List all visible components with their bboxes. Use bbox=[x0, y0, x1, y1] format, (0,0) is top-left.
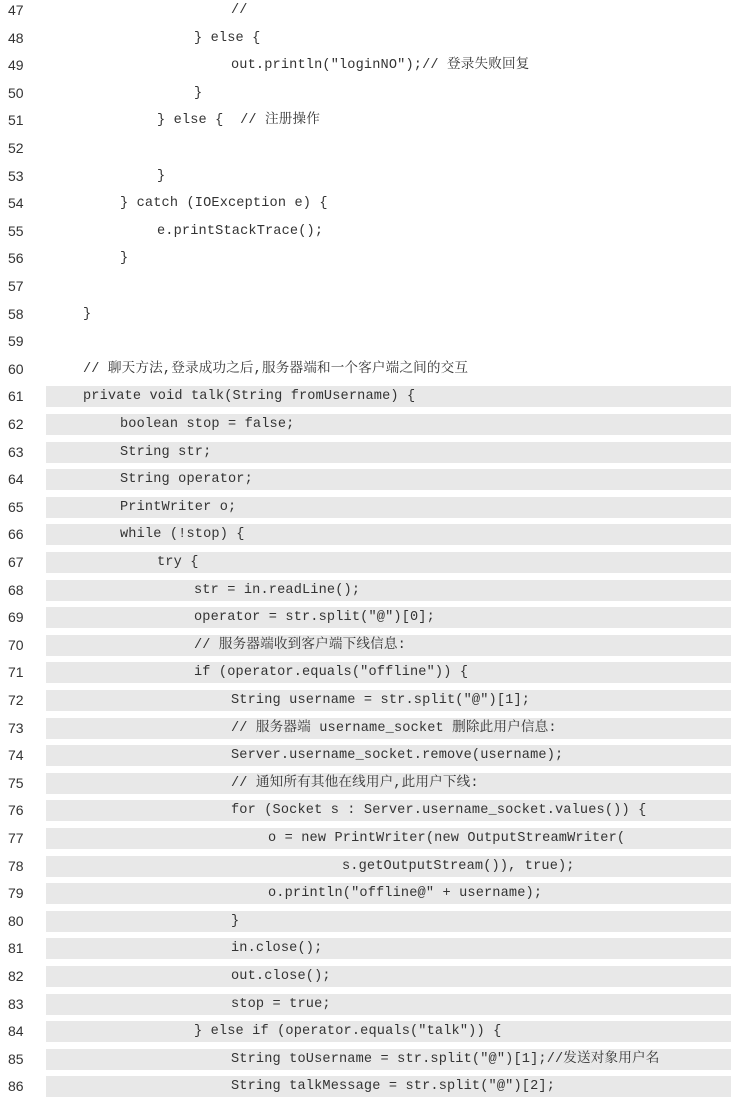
code-text: String toUsername = str.split("@")[1];//发送对象用户名 bbox=[231, 1051, 660, 1067]
line-number: 56 bbox=[8, 250, 24, 267]
line-number: 77 bbox=[8, 830, 24, 846]
code-line bbox=[0, 549, 731, 577]
code-text: str = in.readLine(); bbox=[194, 582, 361, 598]
line-highlight bbox=[46, 580, 731, 601]
code-line bbox=[0, 273, 731, 301]
line-number: 84 bbox=[8, 1023, 24, 1040]
line-number: 53 bbox=[8, 167, 24, 184]
code-text: out.println("loginNO");// 登录失败回复 bbox=[231, 58, 530, 74]
code-line bbox=[0, 0, 731, 25]
code-line bbox=[0, 163, 731, 191]
code-line bbox=[0, 880, 731, 908]
code-line bbox=[0, 935, 731, 963]
code-line bbox=[0, 1018, 731, 1046]
line-number: 69 bbox=[8, 609, 24, 626]
code-line bbox=[0, 245, 731, 273]
line-number: 54 bbox=[8, 195, 24, 212]
code-line bbox=[0, 687, 731, 715]
code-text: PrintWriter o; bbox=[120, 499, 237, 515]
line-number: 58 bbox=[8, 305, 24, 322]
code-text: } catch (IOException e) { bbox=[120, 196, 328, 212]
code-line bbox=[0, 715, 731, 743]
line-number: 81 bbox=[8, 940, 24, 957]
code-text: String str; bbox=[120, 444, 212, 460]
code-line bbox=[0, 52, 731, 80]
code-text: while (!stop) { bbox=[120, 527, 245, 543]
line-highlight bbox=[46, 966, 731, 987]
line-number: 52 bbox=[8, 140, 24, 156]
line-number: 68 bbox=[8, 581, 24, 598]
code-line bbox=[0, 25, 731, 53]
code-text: s.getOutputStream()), true); bbox=[342, 858, 575, 874]
code-line bbox=[0, 797, 731, 825]
code-text: // 聊天方法,登录成功之后,服务器端和一个客户端之间的交互 bbox=[83, 361, 469, 377]
code-line bbox=[0, 135, 731, 163]
code-text: stop = true; bbox=[231, 996, 331, 1012]
code-text: String talkMessage = str.split("@")[2]; bbox=[231, 1079, 555, 1095]
line-number: 75 bbox=[8, 774, 24, 791]
line-number: 59 bbox=[8, 333, 24, 350]
line-number: 65 bbox=[8, 498, 24, 515]
line-number: 78 bbox=[8, 857, 24, 874]
code-line bbox=[0, 770, 731, 798]
line-number: 57 bbox=[8, 278, 24, 294]
line-number: 80 bbox=[8, 912, 24, 929]
line-highlight bbox=[46, 911, 731, 932]
code-text: operator = str.split("@")[0]; bbox=[194, 610, 435, 626]
line-number: 79 bbox=[8, 885, 24, 902]
line-number: 66 bbox=[8, 526, 24, 543]
line-number: 86 bbox=[8, 1078, 24, 1095]
code-line bbox=[0, 107, 731, 135]
line-number: 85 bbox=[8, 1050, 24, 1067]
code-text: private void talk(String fromUsername) { bbox=[83, 389, 416, 405]
code-line bbox=[0, 383, 731, 411]
line-number: 55 bbox=[8, 222, 24, 239]
line-number: 64 bbox=[8, 471, 24, 488]
code-line bbox=[0, 742, 731, 770]
code-text: } else if (operator.equals("talk")) { bbox=[194, 1024, 502, 1040]
code-line bbox=[0, 632, 731, 660]
code-text: } else { bbox=[194, 30, 261, 46]
line-number: 71 bbox=[8, 664, 24, 681]
line-highlight bbox=[46, 938, 731, 959]
code-line bbox=[0, 521, 731, 549]
code-text: // 通知所有其他在线用户,此用户下线: bbox=[231, 775, 479, 791]
line-number: 60 bbox=[8, 360, 24, 377]
line-number: 72 bbox=[8, 692, 24, 708]
code-line bbox=[0, 1073, 731, 1101]
code-line bbox=[0, 411, 731, 439]
code-text: in.close(); bbox=[231, 941, 323, 957]
code-text: String username = str.split("@")[1]; bbox=[231, 693, 531, 708]
code-text: String operator; bbox=[120, 472, 253, 488]
line-highlight bbox=[46, 552, 731, 573]
code-line bbox=[0, 328, 731, 356]
line-number: 82 bbox=[8, 968, 24, 984]
line-number: 67 bbox=[8, 554, 24, 570]
code-line bbox=[0, 218, 731, 246]
code-line bbox=[0, 577, 731, 605]
code-line bbox=[0, 1046, 731, 1074]
code-line bbox=[0, 301, 731, 329]
code-text: } bbox=[157, 168, 166, 184]
code-text: } bbox=[83, 306, 92, 322]
code-text: // 服务器端收到客户端下线信息: bbox=[194, 637, 406, 653]
line-number: 76 bbox=[8, 802, 24, 819]
code-text: out.close(); bbox=[231, 969, 331, 984]
code-text: } bbox=[120, 251, 129, 267]
code-line bbox=[0, 356, 731, 384]
code-line bbox=[0, 80, 731, 108]
code-line bbox=[0, 908, 731, 936]
line-number: 83 bbox=[8, 995, 24, 1012]
code-line bbox=[0, 853, 731, 881]
code-text: // bbox=[231, 3, 248, 18]
code-line bbox=[0, 825, 731, 853]
code-line bbox=[0, 439, 731, 467]
code-text: // 服务器端 username_socket 删除此用户信息: bbox=[231, 720, 557, 736]
code-text: try { bbox=[157, 555, 199, 570]
code-text: } bbox=[231, 913, 240, 929]
code-text: o.println("offline@" + username); bbox=[268, 886, 543, 902]
code-line bbox=[0, 190, 731, 218]
code-text: if (operator.equals("offline")) { bbox=[194, 665, 469, 681]
code-text: } bbox=[194, 85, 203, 101]
line-number: 61 bbox=[8, 388, 24, 405]
line-number: 62 bbox=[8, 416, 24, 432]
line-number: 63 bbox=[8, 443, 24, 460]
code-line bbox=[0, 991, 731, 1019]
line-number: 70 bbox=[8, 636, 24, 653]
code-text: e.printStackTrace(); bbox=[157, 223, 324, 239]
code-text: o = new PrintWriter(new OutputStreamWriter( bbox=[268, 831, 626, 846]
code-text: boolean stop = false; bbox=[120, 417, 295, 432]
line-number: 47 bbox=[8, 2, 24, 18]
line-number: 50 bbox=[8, 84, 24, 101]
code-line bbox=[0, 494, 731, 522]
code-text: Server.username_socket.remove(username); bbox=[231, 748, 564, 764]
code-line bbox=[0, 466, 731, 494]
code-line bbox=[0, 604, 731, 632]
code-text: for (Socket s : Server.username_socket.values()) { bbox=[231, 803, 647, 819]
line-number: 49 bbox=[8, 57, 24, 74]
line-number: 74 bbox=[8, 747, 24, 764]
line-number: 73 bbox=[8, 719, 24, 736]
line-highlight bbox=[46, 994, 731, 1015]
code-text: } else { // 注册操作 bbox=[157, 113, 320, 129]
code-line bbox=[0, 963, 731, 991]
line-number: 51 bbox=[8, 112, 24, 129]
line-number: 48 bbox=[8, 29, 24, 46]
code-line bbox=[0, 659, 731, 687]
